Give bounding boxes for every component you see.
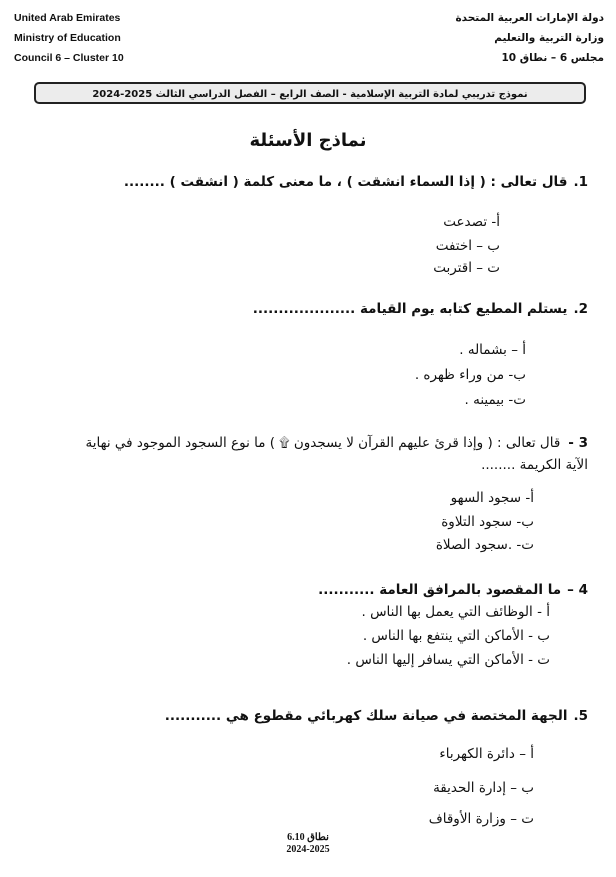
- question-4-text: ما المقصود بالمرافق العامة ...........: [318, 582, 562, 598]
- header-ministry-ar: وزارة التربية والتعليم: [494, 32, 604, 44]
- question-5-option-c: ت – وزارة الأوقاف: [428, 811, 534, 827]
- question-5-option-a: أ – دائرة الكهرباء: [439, 746, 534, 762]
- question-3-text: قال تعالى : ( وإذا قرئ عليهم القرآن لا يسجدون ۩ ) ما نوع السجود الموجود في نهاية الآية الكريمة ........: [85, 435, 588, 473]
- question-1-option-c: ت – اقتربت: [433, 260, 500, 276]
- question-1: [124, 174, 588, 190]
- question-2: [253, 301, 588, 317]
- footer-cluster: نطاق 6.10: [287, 832, 329, 843]
- page-footer: [0, 832, 616, 856]
- header-arabic: [455, 8, 604, 68]
- header-ministry-en: Ministry of Education: [14, 32, 121, 44]
- page-title: نماذج الأسئلة: [249, 130, 367, 151]
- question-4-option-b: ب - الأماكن التي ينتفع بها الناس .: [362, 628, 550, 644]
- footer-year: 2024-2025: [286, 844, 330, 855]
- question-3-option-b: ب- سجود التلاوة: [441, 514, 534, 530]
- question-3-number: 3 -: [568, 435, 588, 451]
- question-1-option-b: ب – اختفت: [435, 238, 500, 254]
- question-1-text: قال تعالى : ( إذا السماء انشقت ) ، ما معنى كلمة ( انشقت ) ........: [123, 174, 568, 190]
- header-english: [14, 8, 124, 68]
- question-3: [68, 432, 588, 476]
- header-country-ar: دولة الإمارات العربية المتحدة: [455, 12, 604, 24]
- question-3-option-c: ت- .سجود الصلاة: [435, 537, 534, 553]
- exam-banner: نموذج تدريبي لمادة التربية الإسلامية - الصف الرابع – الفصل الدراسي الثالث 2025-2024: [34, 82, 586, 104]
- question-5: [165, 708, 588, 724]
- header-council-en: Council 6 – Cluster 10: [14, 52, 124, 64]
- question-3-option-a: أ- سجود السهو: [450, 490, 534, 506]
- question-2-option-c: ت- بيمينه .: [464, 392, 526, 408]
- header-council-ar: مجلس 6 – نطاق 10: [501, 52, 604, 64]
- question-1-number: 1.: [573, 174, 588, 190]
- question-2-text: يستلم المطيع كتابه يوم القيامة ....................: [252, 301, 568, 317]
- question-2-option-b: ب- من وراء ظهره .: [414, 367, 526, 383]
- question-5-option-b: ب – إدارة الحديقة: [433, 780, 534, 796]
- header-country-en: United Arab Emirates: [14, 12, 121, 24]
- question-2-option-a: أ – بشماله .: [459, 342, 526, 358]
- question-4-option-a: أ - الوظائف التي يعمل بها الناس .: [361, 604, 550, 620]
- question-5-text: الجهة المختصة في صيانة سلك كهربائي مقطوع هي ...........: [164, 708, 568, 724]
- question-2-number: 2.: [573, 301, 588, 317]
- question-1-option-a: أ- تصدعت: [443, 214, 500, 230]
- question-4-option-c: ت - الأماكن التي يسافر إليها الناس .: [346, 652, 550, 668]
- question-5-number: 5.: [573, 708, 588, 724]
- question-4: [318, 582, 588, 598]
- question-4-number: 4 –: [567, 582, 588, 598]
